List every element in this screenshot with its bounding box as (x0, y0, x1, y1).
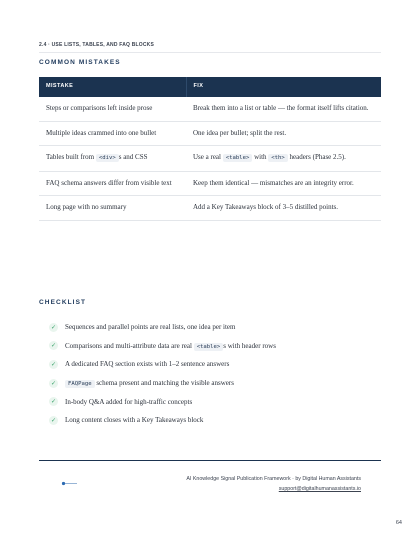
checklist-item (49, 318, 276, 337)
table-row (39, 121, 381, 146)
text-segment: with (252, 153, 269, 161)
footer-divider (39, 460, 381, 461)
checklist-item-text: In-body Q&A added for high-traffic concepts (65, 397, 193, 406)
checklist-item (49, 374, 276, 393)
check-icon: ✓ (50, 416, 57, 424)
column-header-mistake: MISTAKE (39, 77, 186, 97)
fix-cell: Add a Key Takeaways block of 3–5 distilled points. (186, 196, 381, 221)
checklist-item-text (65, 379, 234, 387)
inline-code: <table> (223, 154, 253, 162)
text-segment: Tables built from (46, 153, 96, 161)
fix-cell (186, 146, 381, 172)
mistake-cell: FAQ schema answers differ from visible text (39, 171, 186, 196)
text-segment: headers (Phase 2.5). (287, 153, 346, 161)
header-divider (39, 52, 381, 53)
checklist-item (49, 392, 276, 411)
table-row (39, 196, 381, 221)
checklist-item (49, 355, 276, 374)
text-segment: Use a real (193, 153, 223, 161)
common-mistakes-heading: COMMON MISTAKES (39, 59, 121, 66)
text-segment: schema present and matching the visible answers (94, 379, 234, 388)
mistake-cell (39, 146, 186, 172)
table-row (39, 97, 381, 121)
footer-support-link[interactable]: support@digitalhumanassistants.io (278, 486, 361, 492)
checklist-item (49, 411, 276, 430)
check-icon: ✓ (50, 379, 57, 387)
inline-code: FAQPage (65, 380, 95, 388)
inline-code: <th> (268, 154, 287, 162)
checklist-heading: CHECKLIST (39, 299, 87, 306)
text-segment: s and CSS (118, 153, 148, 161)
fix-cell: Keep them identical — mismatches are an integrity error. (186, 171, 381, 196)
checklist-item-text (65, 342, 276, 350)
mistake-cell: Steps or comparisons left inside prose (39, 97, 186, 121)
fix-cell: Break them into a list or table — the format itself lifts citation. (186, 97, 381, 121)
table-row (39, 171, 381, 196)
text-segment: s with header rows (223, 341, 276, 350)
footer-publication-line: AI Knowledge Signal Publication Framework · by Digital Human Assistants (186, 476, 361, 482)
table-header-row (39, 77, 381, 97)
mistakes-table (39, 77, 381, 221)
text-segment: Comparisons and multi-attribute data are real (65, 341, 194, 350)
running-header: 2.4 · USE LISTS, TABLES, AND FAQ BLOCKS (39, 42, 155, 48)
column-header-fix: FIX (186, 77, 381, 97)
fix-cell: One idea per bullet; split the rest. (186, 121, 381, 146)
checklist (49, 318, 276, 430)
checklist-item-text: Sequences and parallel points are real lists, one idea per item (65, 323, 236, 332)
table-row (39, 146, 381, 172)
mistake-cell: Long page with no summary (39, 196, 186, 221)
checklist-item (49, 337, 276, 356)
inline-code: <div> (96, 154, 119, 162)
brand-logo-icon (61, 481, 77, 486)
inline-code: <table> (194, 343, 224, 351)
check-icon: ✓ (50, 398, 57, 406)
check-icon: ✓ (50, 323, 57, 331)
checklist-item-text: Long content closes with a Key Takeaways block (65, 416, 204, 425)
mistake-cell: Multiple ideas crammed into one bullet (39, 121, 186, 146)
checklist-item-text: A dedicated FAQ section exists with 1–2 sentence answers (65, 360, 230, 369)
check-icon: ✓ (50, 360, 57, 368)
page-number: 64 (395, 520, 402, 526)
check-icon: ✓ (50, 342, 57, 350)
